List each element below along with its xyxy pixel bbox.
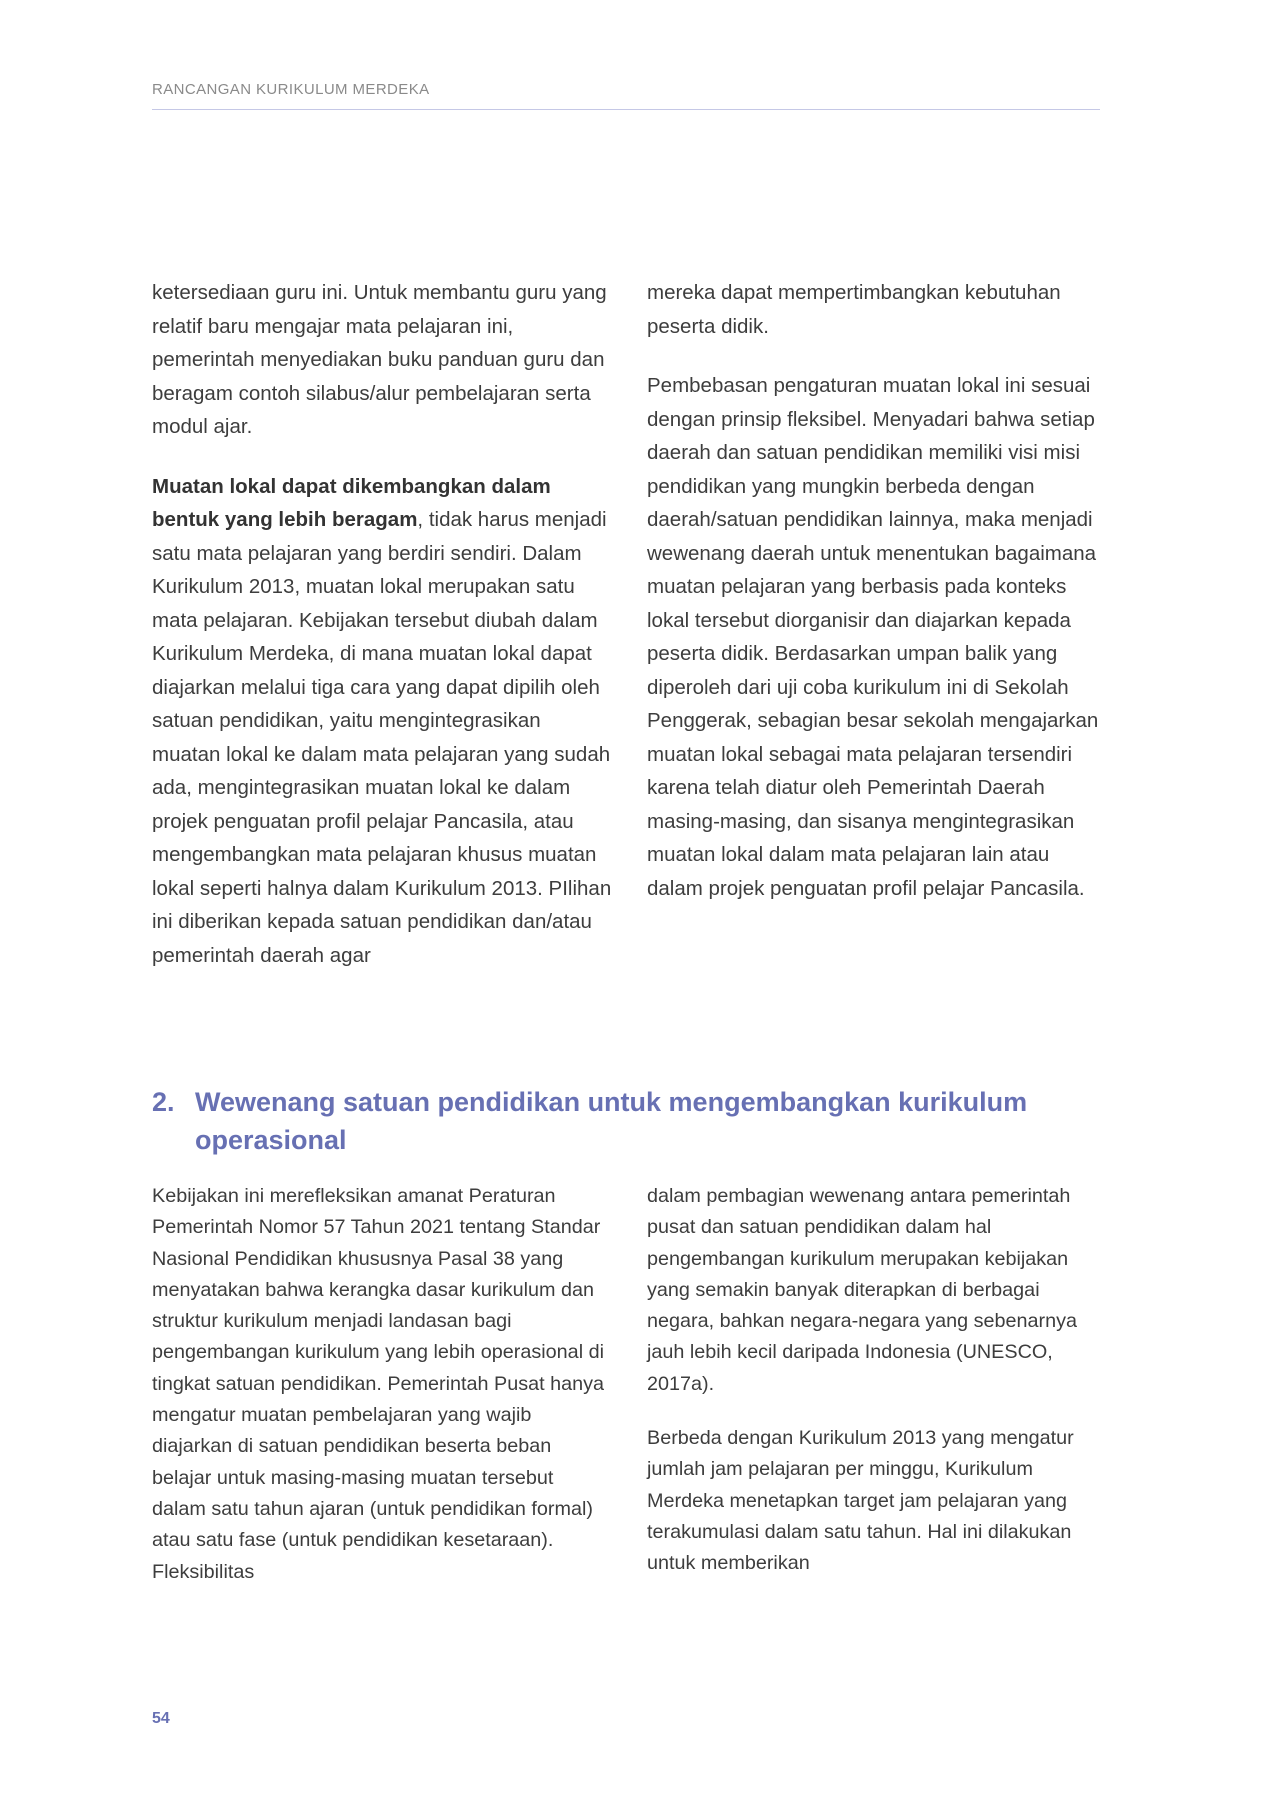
paragraph-kebutuhan-peserta: mereka dapat mempertimbangkan kebutuhan peserta didik.	[647, 281, 1061, 338]
top-right-column	[647, 276, 1107, 905]
bold-lead-muatan-lokal: Muatan lokal dapat dikembangkan dalam bentuk yang lebih beragam	[152, 474, 551, 531]
top-left-column	[152, 276, 612, 972]
section-heading	[152, 1083, 1102, 1159]
header-divider	[152, 109, 1100, 110]
paragraph-muatan-lokal-body: , tidak harus menjadi satu mata pelajaran yang berdiri sendiri. Dalam Kurikulum 2013, muatan lokal merupakan satu mata pelajaran. Kebijakan tersebut diubah dalam Kurikulum Merdeka, di mana muatan lokal dapat diajarkan melalui tiga cara yang dapat dipilih oleh satuan pendidikan, yaitu mengintegrasikan muatan lokal ke dalam mata pelajaran yang sudah ada, mengintegrasikan muatan lokal ke dalam projek penguatan profil pelajar Pancasila, atau mengembangkan mata pelajaran khusus muatan lokal seperti halnya dalam Kurikulum 2013. PIlihan ini diberikan kepada satuan pendidikan dan/atau pemerintah daerah agar	[152, 508, 612, 967]
paragraph-kebijakan-pp57: Kebijakan ini merefleksikan amanat Peraturan Pemerintah Nomor 57 Tahun 2021 tentang Standar Nasional Pendidikan khususnya Pasal 38 yang menyatakan bahwa kerangka dasar kurikulum dan struktur kurikulum menjadi landasan bagi pengembangan kurikulum yang lebih operasional di tingkat satuan pendidikan. Pemerintah Pusat hanya mengatur muatan pembelajaran yang wajib diajarkan di satuan pendidikan beserta beban belajar untuk masing-masing muatan tersebut dalam satu tahun ajaran (untuk pendidikan formal) atau satu fase (untuk pendidikan kesetaraan). Fleksibilitas	[152, 1185, 604, 1583]
paragraph-pembagian-wewenang: dalam pembagian wewenang antara pemerintah pusat dan satuan pendidikan dalam hal pengembangan kurikulum merupakan kebijakan yang semakin banyak diterapkan di berbagai negara, bahkan negara-negara yang sebenarnya jauh lebih kecil daripada Indonesia (UNESCO, 2017a).	[647, 1185, 1078, 1395]
section-title: Wewenang satuan pendidikan untuk mengembangkan kurikulum operasional	[195, 1087, 1028, 1155]
section-number: 2.	[152, 1087, 175, 1117]
bottom-left-column	[152, 1181, 612, 1588]
paragraph-jam-pelajaran: Berbeda dengan Kurikulum 2013 yang mengatur jumlah jam pelajaran per minggu, Kurikulum Merdeka menetapkan target jam pelajaran yang terakumulasi dalam satu tahun. Hal ini dilakukan untuk memberikan	[647, 1427, 1074, 1575]
bottom-right-column	[647, 1181, 1107, 1580]
paragraph-guru-availability: ketersediaan guru ini. Untuk membantu guru yang relatif baru mengajar mata pelajaran ini, pemerintah menyediakan buku panduan guru dan beragam contoh silabus/alur pembelajaran serta modul ajar.	[152, 281, 607, 438]
running-header: RANCANGAN KURIKULUM MERDEKA	[152, 81, 430, 98]
paragraph-pembebasan-pengaturan: Pembebasan pengaturan muatan lokal ini sesuai dengan prinsip fleksibel. Menyadari bahwa setiap daerah dan satuan pendidikan memiliki visi misi pendidikan yang mungkin berbeda dengan daerah/satuan pendidikan lainnya, maka menjadi wewenang daerah untuk menentukan bagaimana muatan pelajaran yang berbasis pada konteks lokal tersebut diorganisir dan diajarkan kepada peserta didik. Berdasarkan umpan balik yang diperoleh dari uji coba kurikulum ini di Sekolah Penggerak, sebagian besar sekolah mengajarkan muatan lokal sebagai mata pelajaran tersendiri karena telah diatur oleh Pemerintah Daerah masing-masing, dan sisanya mengintegrasikan muatan lokal dalam mata pelajaran lain atau dalam projek penguatan profil pelajar Pancasila.	[647, 374, 1099, 900]
paragraph-muatan-lokal	[152, 470, 612, 973]
page-number: 54	[152, 1710, 170, 1727]
